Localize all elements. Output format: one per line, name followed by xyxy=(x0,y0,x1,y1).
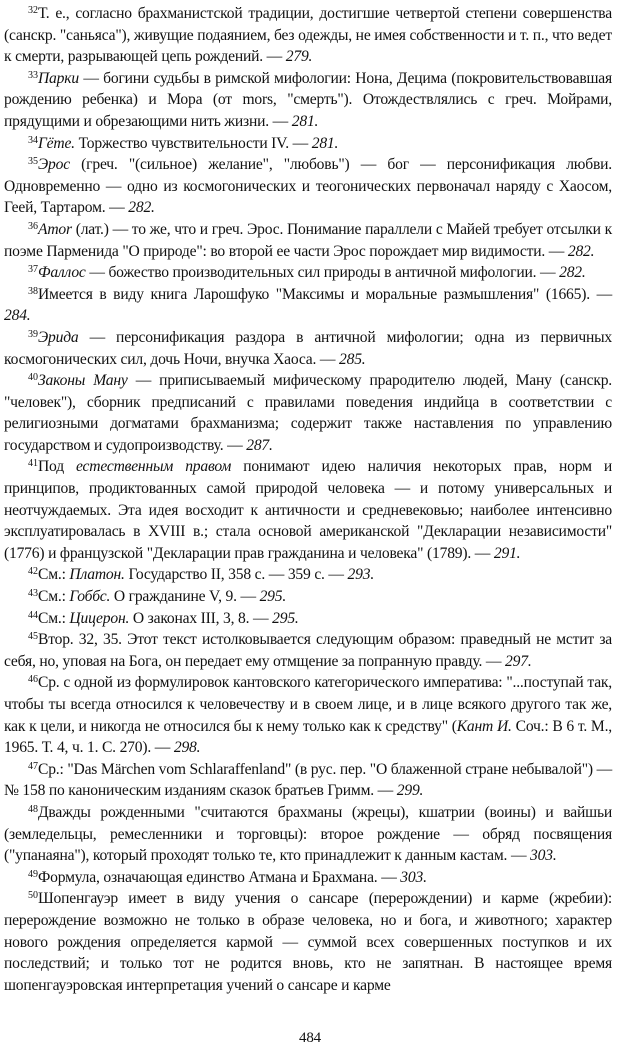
footnote-46 xyxy=(4,672,612,758)
page-reference: 295. xyxy=(272,609,299,627)
page-number: 484 xyxy=(299,1030,321,1046)
page-reference: 281. xyxy=(311,134,339,152)
italic-term: Фаллос xyxy=(38,264,86,282)
page-reference: 303. xyxy=(400,868,427,886)
page-reference: 299. xyxy=(396,782,424,800)
footnote-number: 36 xyxy=(28,220,38,232)
page-reference: 281. xyxy=(291,112,319,130)
footnote-text: — персонификация раздора в античной мифологии; одна из первичных космогонических сил, дочь Ночи, внучка Хаоса. — xyxy=(4,328,612,368)
footnote-number: 47 xyxy=(28,760,38,772)
page-reference: 284. xyxy=(4,307,31,325)
footnote-50 xyxy=(4,888,612,996)
footnote-47 xyxy=(4,759,612,802)
footnote-text: О законах III, 3, 8. — xyxy=(129,609,273,627)
footnote-number: 37 xyxy=(28,264,38,276)
footnote-number: 48 xyxy=(28,803,38,815)
footnote-text: Шопенгауэр имеет в виду учения о сансаре (перерождении) и карме (жребии): перерождение возможно не только в образе человека, но и бога, и животного; характер нового рождения определяется кармой — суммой всех совершенных поступков и их последствий; и только тот не родится вновь, кто не запятнан. В настоящее время шопенгауэровская интерпретация учений о сансаре и карме xyxy=(4,890,612,994)
footnote-number: 32 xyxy=(28,5,38,16)
italic-term: Эрида xyxy=(38,328,79,346)
footnote-text: (лат.) — то же, что и греч. Эрос. Понимание параллели с Майей требует отсылки к поэме Парменида "О природе": во второй ее части Эрос порождает мир видимости. — xyxy=(4,220,612,260)
footnote-text: Т. е., согласно брахманистской традиции, достигшие четвертой степени совершенства (санскр. "саньяса"), живущие подаянием, без одежды, не имея собственности и т. п., что ведет к смерти, разрывающей цепь рождений. — xyxy=(4,5,613,66)
footnote-text: О гражданине V, 9. — xyxy=(110,588,260,606)
footnote-number: 50 xyxy=(28,890,38,902)
footnote-33 xyxy=(4,68,612,133)
footnote-37 xyxy=(4,262,612,284)
page-reference: 303. xyxy=(530,847,557,865)
footnote-text: См.: xyxy=(38,588,70,606)
footnote-number: 45 xyxy=(28,631,38,643)
footnote-number: 42 xyxy=(28,566,38,578)
page-reference: 297. xyxy=(505,652,532,670)
footnote-36 xyxy=(4,219,612,262)
page-reference: 285. xyxy=(339,350,366,368)
italic-term: Платон. xyxy=(69,566,125,584)
italic-term: Парки xyxy=(38,69,79,87)
footnote-text: Имеется в виду книга Ларошфуко "Максимы и моральные размышления" (1665). — xyxy=(38,285,612,303)
footnote-text: (греч. "(сильное) желание", "любовь") — бог — персонификация любви. Одновременно — одно из космогонических и теогонических первоначал наряду с Хаосом, Геей, Тартаром. — xyxy=(4,156,612,217)
footnote-number: 44 xyxy=(28,609,38,621)
footnote-number: 41 xyxy=(28,458,38,470)
footnote-text: понимают идею наличия некоторых прав, норм и принципов, продиктованных самой природой человека — и потому универсальных и неотчуждаемых. Эта идея восходит к античности и средневековью; наиболее интенсивно эксплуатировалась в XVIII в.; стала основой американской "Декларации независимости" (1776) и французской "Декларации прав гражданина и человека" (1789). — xyxy=(4,458,612,562)
footnote-49 xyxy=(4,867,612,889)
footnote-text: Ср. с одной из формулировок кантовского категорического императива: "...поступай так, чтобы ты всегда относился к человечеству и в своем лице, и в лице всякого другого так же, как к цели, и никогда не относился бы к нему только как к средству" ( xyxy=(4,674,612,735)
italic-term: Законы Ману xyxy=(38,372,128,390)
footnote-text: — приписываемый мифическому прародителю людей, Ману (санскр. "человек"), сборник предписаний с правилами поведения индийца в соответствии с религиозными догматами брахманизма; содержит также наставления по управлению государством и судопроизводству. — xyxy=(4,372,613,454)
footnote-42 xyxy=(4,564,612,586)
page-reference: 282. xyxy=(128,199,155,217)
footnote-number: 33 xyxy=(28,69,38,81)
footnote-48 xyxy=(4,802,612,867)
footnote-text: Государство II, 358 с. — 359 с. — xyxy=(124,566,348,584)
footnote-text: Формула, означающая единство Атмана и Брахмана. — xyxy=(38,868,401,886)
page-reference: 298. xyxy=(173,739,201,757)
footnote-number: 43 xyxy=(28,588,38,600)
footnote-44 xyxy=(4,608,612,630)
footnote-43 xyxy=(4,586,612,608)
footnote-34 xyxy=(4,133,612,155)
page-reference: 282. xyxy=(559,264,586,282)
footnote-number: 38 xyxy=(28,285,38,297)
italic-term: Эрос xyxy=(38,156,70,174)
page-reference: 293. xyxy=(347,566,375,584)
footnote-40 xyxy=(4,370,612,456)
page-reference: 282. xyxy=(567,242,595,260)
italic-term: Amor xyxy=(38,220,72,238)
footnote-32 xyxy=(4,3,612,68)
italic-term: Цицерон. xyxy=(69,609,130,627)
footnote-text: См.: xyxy=(38,566,70,584)
footnote-text: — божество производительных сил природы в античной мифологии. — xyxy=(85,264,560,282)
footnotes-list xyxy=(4,3,612,996)
italic-term: Кант И. xyxy=(456,717,512,735)
footnote-text: Дважды рожденными "считаются брахманы (жрецы), кшатрии (воины) и вайшьи (земледельцы, ремесленники и торговцы): второе рождение — обряд посвящения ("упанаяна"), который проходят только те, кто принадлежит к данным кастам. — xyxy=(4,803,612,865)
page-reference: 291. xyxy=(493,544,521,562)
footnote-number: 46 xyxy=(28,674,38,686)
footnote-number: 40 xyxy=(28,372,38,384)
footnote-number: 35 xyxy=(28,156,38,168)
italic-term: Гоббс. xyxy=(69,588,111,606)
page-reference: 279. xyxy=(285,48,313,66)
page-reference: 287. xyxy=(246,436,273,454)
footnote-number: 34 xyxy=(28,134,38,146)
italic-term: Гёте. xyxy=(38,134,75,152)
italic-term: естественным правом xyxy=(76,458,232,476)
footnote-35 xyxy=(4,154,612,219)
footnote-text: Ср.: "Das Märchen vom Schlaraffenland" (в рус. пер. "О блаженной стране небывалой") — № 158 по каноническим изданиям сказок братьев Гримм. — xyxy=(4,760,612,800)
page-reference: 295. xyxy=(259,588,287,606)
footnote-number: 39 xyxy=(28,328,38,340)
footnote-45 xyxy=(4,629,612,672)
footnote-text: Втор. 32, 35. Этот текст истолковывается следующим образом: праведный не мстит за себя, но, уповая на Бога, он передает ему отмщение за попранную правду. — xyxy=(4,631,612,670)
footnote-text: — богини судьбы в римской мифологии: Нона, Децима (покровительствовавшая рождению ребенка) и Мора (от mors, "смерть"). Отождествлялись с греч. Мойрами, прядущими и обрезающими нить жизни. — xyxy=(4,69,612,130)
footnote-text: См.: xyxy=(38,609,70,627)
footnote-41 xyxy=(4,456,612,564)
footnote-text: Соч.: В 6 т. М., 1965. Т. 4, ч. 1. С. 270). — xyxy=(4,717,612,757)
footnote-38 xyxy=(4,284,612,327)
footnote-text: Под xyxy=(38,458,77,476)
footnote-text: Торжество чувствительности IV. — xyxy=(74,134,312,152)
footnote-39 xyxy=(4,327,612,370)
footnote-number: 49 xyxy=(28,868,38,880)
